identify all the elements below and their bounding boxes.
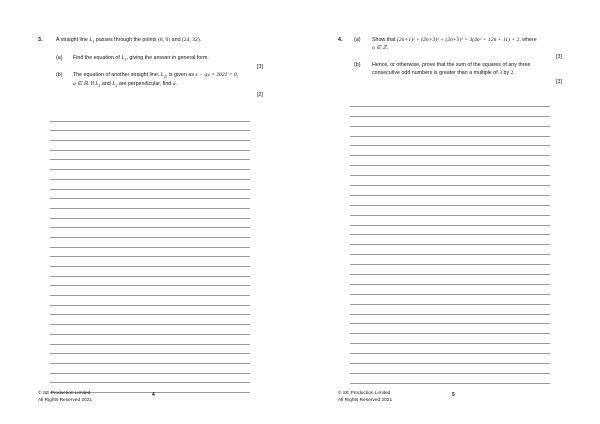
answer-line <box>350 275 550 285</box>
part-3b-line1: The equation of another straight line, $L_2$, is given as x − ay + 2021 = 0, <box>73 72 239 80</box>
answer-line <box>50 257 250 267</box>
answer-line <box>350 255 550 265</box>
answer-line <box>50 286 250 296</box>
answer-line <box>50 160 250 170</box>
answer-line <box>350 196 550 206</box>
part-4b-label: (b) <box>354 62 361 68</box>
answer-line <box>350 226 550 236</box>
answer-line <box>350 305 550 315</box>
answer-line <box>50 364 250 374</box>
answer-line <box>350 97 550 107</box>
answer-line <box>350 166 550 176</box>
part-3a-text: Find the equation of $L_1$, giving the answer in general form. <box>73 55 209 63</box>
part-4a-label: (a) <box>354 37 361 43</box>
answer-line <box>50 190 250 200</box>
part-4a-line2: n ∈ ℤ. <box>372 45 389 51</box>
answer-line <box>350 235 550 245</box>
answer-line <box>350 127 550 137</box>
answer-lines-left <box>50 112 250 393</box>
answer-line <box>350 295 550 305</box>
answer-line <box>50 325 250 335</box>
answer-line <box>350 245 550 255</box>
answer-line <box>350 176 550 186</box>
answer-line <box>50 209 250 219</box>
answer-line <box>350 344 550 354</box>
part-4a-line1: Show that (2n+1)² + (2n+3)² + (2n+5)² = 3(4n² + 12n + 11) + 2, where <box>372 37 537 43</box>
answer-line <box>50 267 250 277</box>
footer-right: © SE Production Limited All Rights Reserved 2021 <box>338 391 393 403</box>
question-3-number: 3. <box>38 37 43 43</box>
answer-line <box>50 228 250 238</box>
answer-line <box>50 141 250 151</box>
answer-line <box>50 374 250 384</box>
answer-line <box>50 131 250 141</box>
answer-line <box>50 277 250 287</box>
part-3b-line2: a ∈ ℝ. If $L_1$ and $L_2$ are perpendicular, find a. <box>73 81 178 89</box>
answer-line <box>50 315 250 325</box>
page-number-left: 4 <box>152 392 155 398</box>
answer-lines-right <box>350 97 550 384</box>
answer-line <box>50 345 250 355</box>
answer-line <box>350 156 550 166</box>
answer-line <box>50 354 250 364</box>
answer-line <box>350 216 550 226</box>
answer-line <box>50 248 250 258</box>
answer-line <box>350 364 550 374</box>
question-3-intro: A straight line $L_1$ passes through the points (8, 0) and (24, 32). <box>56 37 202 45</box>
answer-line <box>350 146 550 156</box>
part-3b-label: (b) <box>56 72 63 78</box>
question-4-number: 4. <box>338 37 343 43</box>
part-4b-line1: Hence, or otherwise, prove that the sum of the squares of any three <box>372 62 531 68</box>
answer-line <box>350 354 550 364</box>
answer-line <box>50 112 250 122</box>
answer-line <box>350 206 550 216</box>
answer-line <box>50 335 250 345</box>
page-number-right: 5 <box>452 392 455 398</box>
answer-line <box>50 170 250 180</box>
answer-line <box>350 107 550 117</box>
answer-line <box>50 122 250 132</box>
answer-line <box>50 151 250 161</box>
part-3a-marks: [3] <box>257 64 263 70</box>
part-4b-marks: [3] <box>556 79 562 85</box>
answer-line <box>50 219 250 229</box>
answer-line <box>50 296 250 306</box>
part-3b-marks: [2] <box>257 92 263 98</box>
answer-line <box>350 315 550 325</box>
answer-line <box>350 334 550 344</box>
footer-left: © SE Production Limited All Rights Reserved 2021 <box>38 391 93 403</box>
answer-line <box>350 374 550 384</box>
answer-line <box>350 285 550 295</box>
answer-line <box>50 238 250 248</box>
answer-line <box>350 324 550 334</box>
answer-line <box>50 180 250 190</box>
right-page <box>300 0 600 424</box>
part-4a-marks: [3] <box>556 54 562 60</box>
answer-line <box>350 137 550 147</box>
answer-line <box>350 117 550 127</box>
part-3a-label: (a) <box>56 55 63 61</box>
answer-line <box>350 186 550 196</box>
answer-line <box>50 199 250 209</box>
part-4b-line2: consecutive odd numbers is greater than a multiple of 3 by 2. <box>372 70 515 76</box>
answer-line <box>350 265 550 275</box>
answer-line <box>50 306 250 316</box>
